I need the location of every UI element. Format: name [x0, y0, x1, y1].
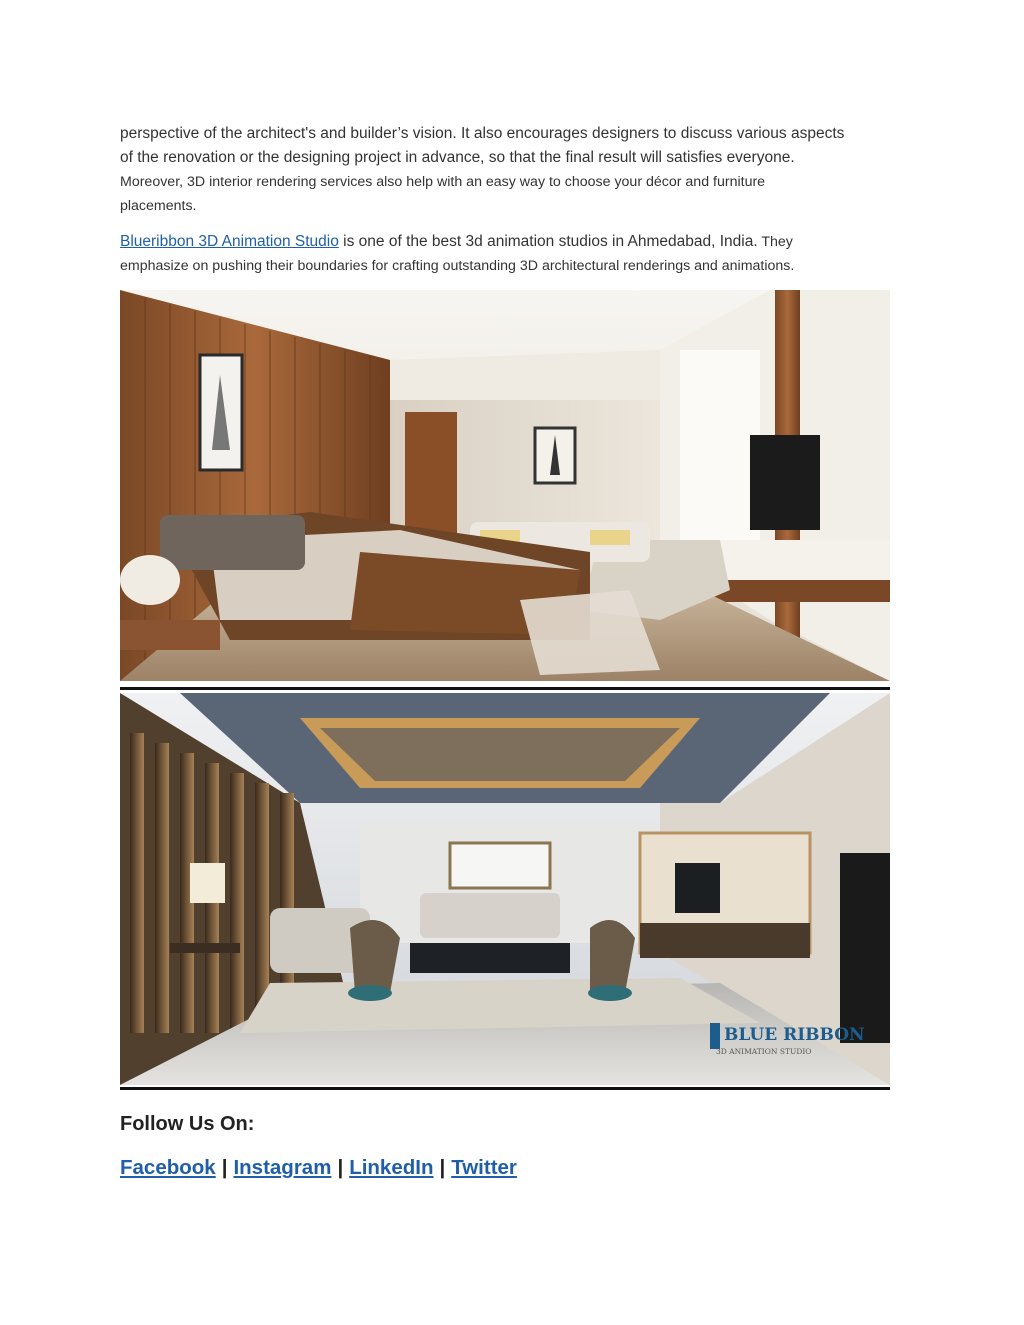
social-links: [120, 1156, 517, 1180]
separator: |: [221, 1156, 228, 1179]
living-room-image: [120, 693, 890, 1085]
divider-2: [120, 1087, 890, 1090]
twitter-link[interactable]: Twitter: [451, 1156, 517, 1179]
logo-name: BLUE RIBBON: [724, 1025, 865, 1045]
follow-heading: Follow Us On:: [120, 1113, 255, 1135]
logo-sub: 3D ANIMATION STUDIO: [716, 1047, 812, 1056]
facebook-link[interactable]: Facebook: [120, 1156, 216, 1179]
divider-1: [120, 687, 890, 690]
studio-link[interactable]: Blueribbon 3D Animation Studio: [120, 233, 339, 250]
separator: |: [337, 1156, 344, 1179]
bedroom-image: [120, 290, 890, 681]
studio-line-1-tail: They: [757, 234, 793, 250]
intro-paragraph: [120, 122, 910, 218]
studio-paragraph: [120, 230, 910, 278]
instagram-link[interactable]: Instagram: [233, 1156, 332, 1179]
studio-line-1: is one of the best 3d animation studios in Ahmedabad, India.: [338, 233, 758, 250]
studio-line-2: emphasize on pushing their boundaries for crafting outstanding 3D architectural renderings and animations.: [120, 258, 795, 274]
separator: |: [439, 1156, 446, 1179]
intro-line-2: of the renovation or the designing project in advance, so that the final result will satisfies everyone.: [120, 149, 795, 166]
linkedin-link[interactable]: LinkedIn: [349, 1156, 434, 1179]
intro-line-4: placements.: [120, 198, 197, 214]
intro-line-3: Moreover, 3D interior rendering services also help with an easy way to choose your décor and furniture: [120, 174, 766, 190]
intro-line-1: perspective of the architect's and builder’s vision. It also encourages designers to discuss various aspects: [120, 125, 845, 142]
